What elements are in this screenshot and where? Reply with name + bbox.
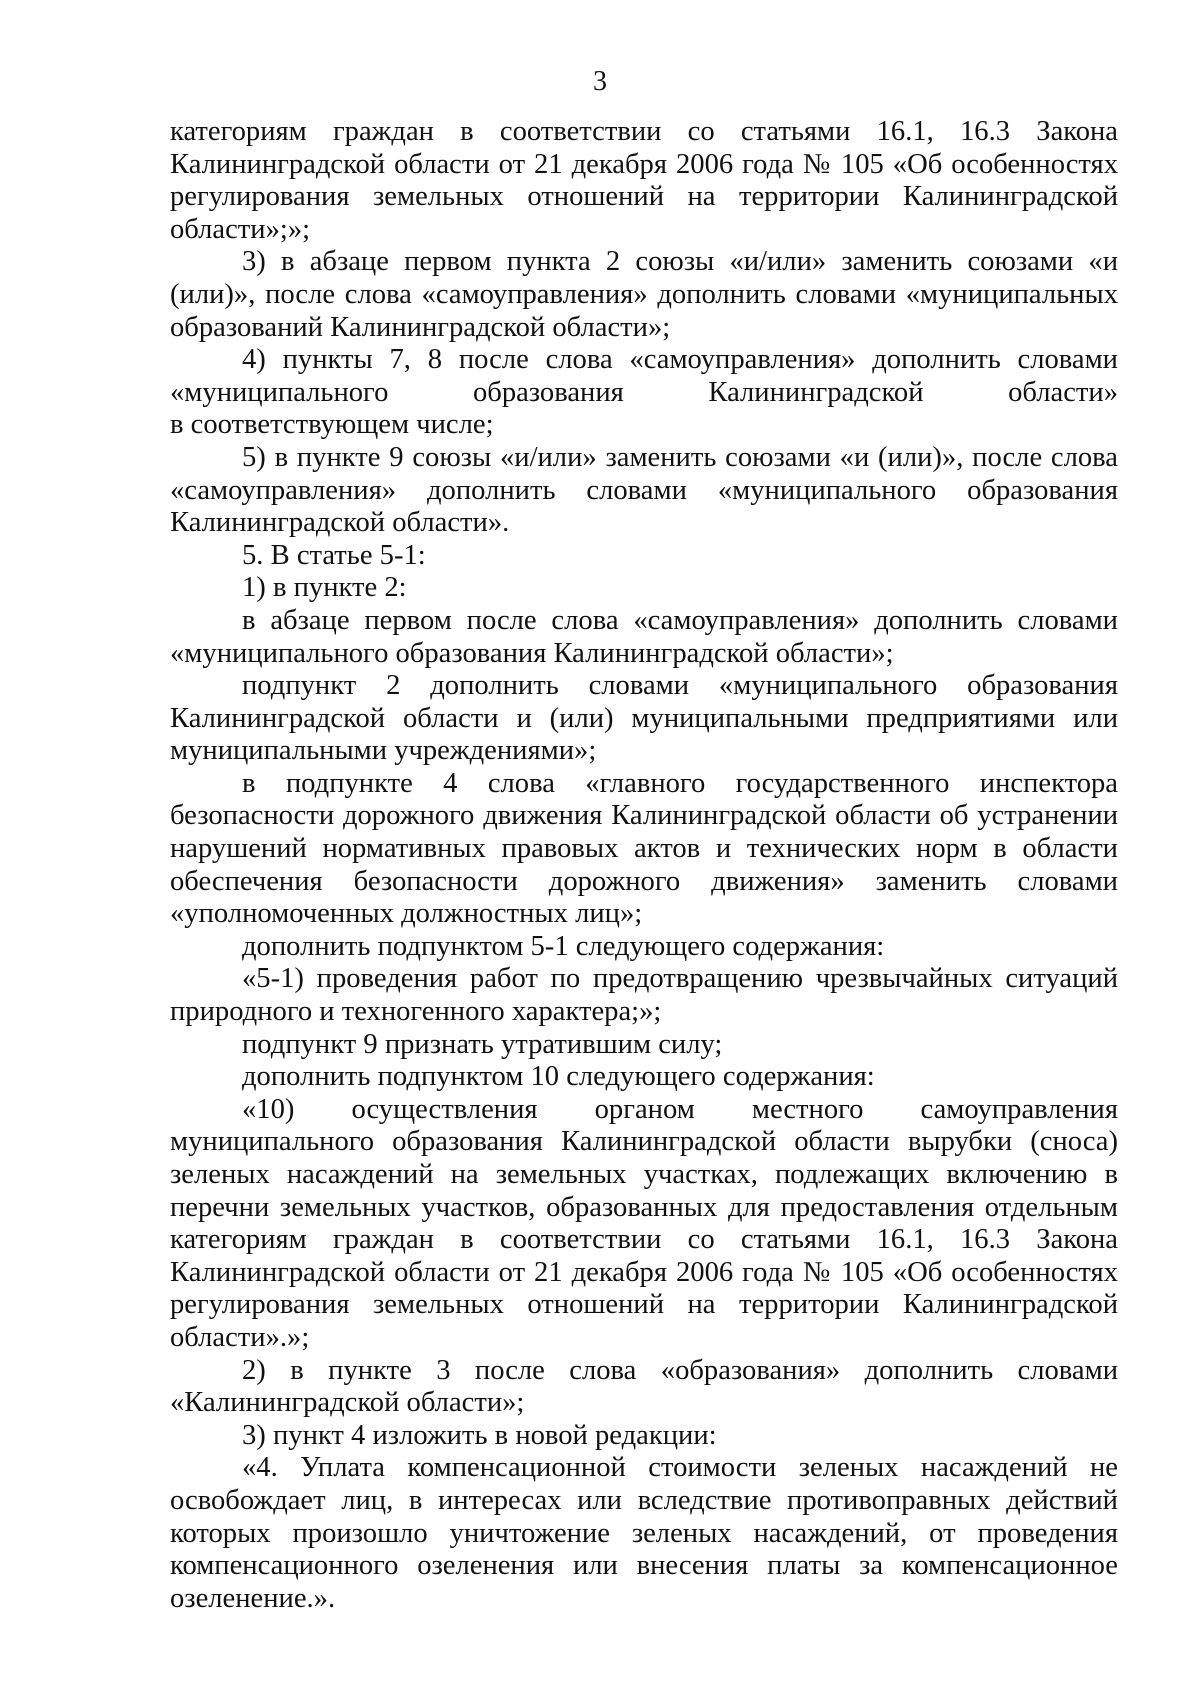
paragraph: 1) в пункте 2: [242, 572, 407, 604]
paragraph: в подпункте 4 слова «главного государственного инспектора безопасности дорожного движения Калининградской области об устранении нарушений нормативных правовых актов и технических норм в области обеспечения безопасности дорожного движения» заменить словами «уполномоченных должностных лиц»; [170, 767, 1118, 930]
paragraph: 4) пункты 7, 8 после слова «самоуправления» дополнить словами «муниципального образования Калининградской области» [170, 344, 1118, 408]
paragraph: 5) в пункте 9 союзы «и/или» заменить союзами «и (или)», после слова «самоуправления» дополнить словами «муниципального образования Калининградской области». [170, 441, 1118, 539]
paragraph: 2) в пункте 3 после слова «образования» дополнить словами «Калининградской области»; [170, 1354, 1118, 1419]
paragraph: в соответствующем числе; [170, 409, 494, 441]
paragraph: категориям граждан в соответствии со статьями 16.1, 16.3 Закона Калининградской области от 21 декабря 2006 года № 105 «Об особенностях регулирования земельных отношений на территории Калининградской области»;»; [170, 116, 1118, 245]
paragraph: 3) в абзаце первом пункта 2 союзы «и/или» заменить союзами «и (или)», после слова «самоуправления» дополнить словами «муниципальных образований Калининградской области»; [170, 246, 1118, 343]
paragraph: подпункт 2 дополнить словами «муниципального образования Калининградской области и (или) муниципальными предприятиями или муниципальными учреждениями»; [170, 670, 1118, 767]
paragraph: в абзаце первом после слова «самоуправления» дополнить словами «муниципального образования Калининградской области»; [170, 604, 1118, 669]
document-body [170, 116, 1118, 1615]
paragraph: «5-1) проведения работ по предотвращению чрезвычайных ситуаций природного и техногенного характера;»; [170, 963, 1118, 1028]
paragraph: дополнить подпунктом 5-1 следующего содержания: [242, 930, 885, 962]
paragraph: подпункт 9 признать утратившим силу; [242, 1028, 723, 1060]
paragraph: «4. Уплата компенсационной стоимости зеленых насаждений не освобождает лиц, в интересах или вследствие противоправных действий которых произошло уничтожение зеленых насаждений, от проведения компенсационного озеленения или внесения платы за компенсационное озеленение.». [170, 1452, 1118, 1614]
paragraph: «10) осуществления органом местного самоуправления муниципального образования Калининградской области вырубки (сноса) зеленых насаждений на земельных участках, подлежащих включению в перечни земельных участков, образованных для предоставления отдельным категориям граждан в соответствии со статьями 16.1, 16.3 Закона Калининградской области от 21 декабря 2006 года № 105 «Об особенностях регулирования земельных отношений на территории Калининградской области».»; [170, 1093, 1118, 1353]
paragraph: дополнить подпунктом 10 следующего содержания: [242, 1061, 875, 1093]
page-number: 3 [593, 66, 607, 97]
paragraph: 5. В статье 5-1: [242, 539, 426, 571]
paragraph: 3) пункт 4 изложить в новой редакции: [242, 1419, 717, 1451]
